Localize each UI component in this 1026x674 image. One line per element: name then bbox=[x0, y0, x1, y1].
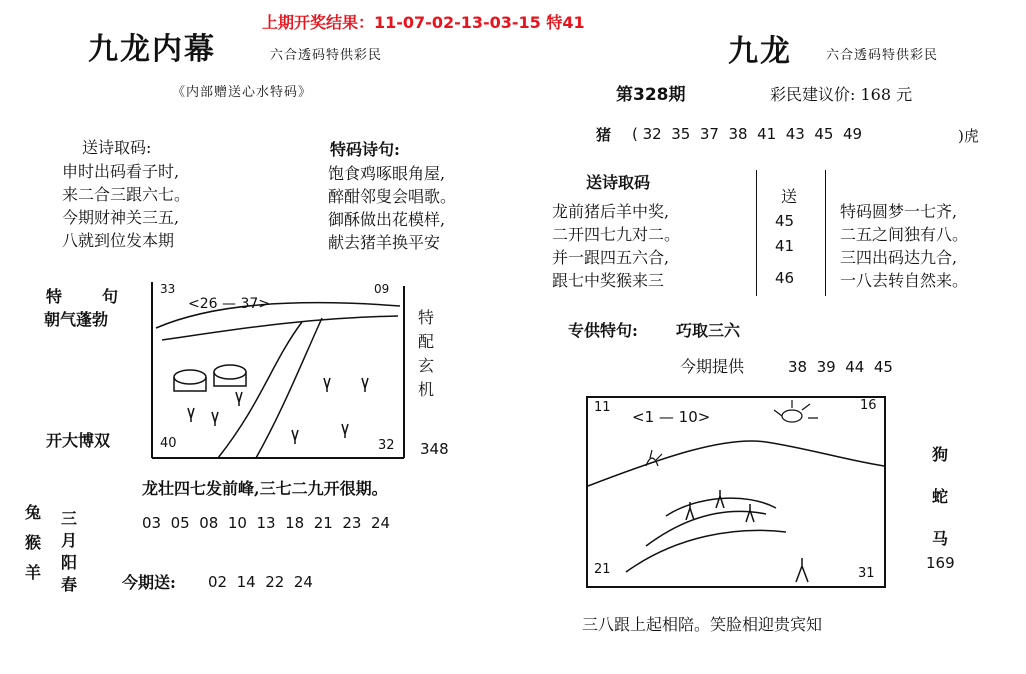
poem2-lines bbox=[328, 162, 456, 254]
poem2-line: 献去猪羊换平安 bbox=[328, 233, 441, 252]
month-column bbox=[58, 508, 80, 596]
poem2-line: 醉酣邻叟会唱歌。 bbox=[328, 187, 457, 206]
side-label-char: 机 bbox=[417, 380, 434, 399]
month-char: 三 bbox=[60, 509, 77, 528]
left-saying: 龙壮四七发前峰,三七二九开很期。 bbox=[142, 479, 388, 498]
right-poem-line: 并一跟四五六合, bbox=[552, 248, 670, 267]
side-label-column bbox=[414, 306, 438, 402]
left-title: 九龙内幕 bbox=[88, 32, 216, 67]
right-poem-line: 一八去转自然来。 bbox=[840, 271, 969, 290]
provide-numbers: 38 39 44 45 bbox=[788, 358, 893, 376]
right-pic-bottom-right: 31 bbox=[858, 566, 875, 581]
last-result-banner: 上期开奖结果：11-07-02-13-03-15 特41 bbox=[262, 13, 585, 32]
left-pic-bottom-left: 40 bbox=[160, 436, 177, 451]
poem1-lines bbox=[62, 160, 190, 252]
poem1-line: 来二合三跟六七。 bbox=[62, 185, 191, 204]
left-pic-range: <26 — 37> bbox=[188, 296, 270, 312]
poem1-line: 申时出码看子时, bbox=[62, 162, 180, 181]
animal-char: 狗 bbox=[931, 445, 948, 464]
right-pic-top-left: 11 bbox=[594, 400, 611, 415]
left-pic-top-right: 09 bbox=[374, 282, 390, 296]
special-phrase: 朝气蓬勃 bbox=[44, 310, 109, 329]
right-sketch-picture bbox=[586, 396, 886, 588]
send-box-label: 送 bbox=[781, 187, 798, 206]
poem1-heading: 送诗取码: bbox=[82, 138, 152, 157]
left-side-number: 348 bbox=[420, 440, 449, 458]
side-label-char: 特 bbox=[417, 308, 434, 327]
special-phrase-2: 开大博双 bbox=[46, 431, 111, 450]
left-numbers-line: 03 05 08 10 13 18 21 23 24 bbox=[142, 514, 391, 532]
send-box bbox=[756, 170, 826, 296]
right-poem-line: 三四出码达九合, bbox=[840, 248, 958, 267]
animal-char: 兔 bbox=[24, 503, 41, 522]
tiger-label: )虎 bbox=[958, 127, 979, 145]
right-poem-left bbox=[552, 200, 680, 292]
right-poem-right bbox=[840, 200, 968, 292]
animal-char: 猴 bbox=[24, 533, 41, 552]
side-label-char: 玄 bbox=[417, 356, 434, 375]
left-pic-bottom-right: 32 bbox=[378, 438, 395, 453]
left-subtitle: 六合透码特供彩民 bbox=[270, 48, 383, 63]
right-title: 九龙 bbox=[728, 34, 792, 69]
send-box-number: 45 bbox=[775, 212, 795, 230]
poem2-line: 饱食鸡啄眼角屋, bbox=[328, 164, 446, 183]
send-label: 今期送: bbox=[122, 573, 176, 592]
pig-numbers: ( 32 35 37 38 41 43 45 49 bbox=[632, 125, 863, 143]
poem1-line: 八就到位发本期 bbox=[62, 231, 175, 250]
right-poem-line: 跟七中奖猴来三 bbox=[552, 271, 665, 290]
special-label-char: 特 bbox=[46, 287, 63, 306]
right-poem-line: 龙前猪后羊中奖, bbox=[552, 202, 670, 221]
special-label-char: 句 bbox=[102, 287, 119, 306]
special-label: 专供特句: bbox=[568, 321, 638, 340]
pig-label: 猪 bbox=[596, 126, 612, 144]
right-saying: 三八跟上起相陪。笑脸相迎贵宾知 bbox=[582, 615, 823, 634]
poem2-line: 御酥做出花模样, bbox=[328, 210, 446, 229]
right-poem-line: 二五之间独有八。 bbox=[840, 225, 969, 244]
right-subtitle: 六合透码特供彩民 bbox=[826, 48, 939, 63]
animal-char: 羊 bbox=[24, 563, 41, 582]
month-char: 春 bbox=[60, 575, 77, 594]
poem2-heading: 特码诗句: bbox=[330, 140, 400, 159]
send-numbers: 02 14 22 24 bbox=[208, 573, 313, 591]
poem1-line: 今期财神关三五, bbox=[62, 208, 180, 227]
price-label: 彩民建议价: 168 元 bbox=[770, 85, 913, 104]
send-box-number: 46 bbox=[775, 269, 795, 287]
animal-char: 马 bbox=[931, 529, 948, 548]
right-animals bbox=[928, 434, 952, 560]
right-side-number: 169 bbox=[926, 554, 955, 572]
month-char: 阳 bbox=[60, 553, 77, 572]
month-char: 月 bbox=[60, 531, 77, 550]
left-animals bbox=[22, 498, 44, 588]
send-box-number: 41 bbox=[775, 237, 795, 255]
gift-line: 《内部赠送心水特码》 bbox=[172, 85, 313, 100]
provide-label: 今期提供 bbox=[680, 357, 745, 376]
issue-number: 第328期 bbox=[616, 85, 686, 105]
left-pic-top-left: 33 bbox=[160, 282, 176, 296]
right-pic-bottom-left: 21 bbox=[594, 562, 611, 577]
side-label-char: 配 bbox=[417, 332, 434, 351]
animal-char: 蛇 bbox=[931, 487, 948, 506]
right-poem-line: 特码圆梦一七齐, bbox=[840, 202, 958, 221]
right-poem-line: 二开四七九对二。 bbox=[552, 225, 681, 244]
right-pic-range: <1 — 10> bbox=[632, 408, 711, 426]
right-pic-top-right: 16 bbox=[860, 398, 877, 413]
special-text: 巧取三六 bbox=[676, 321, 741, 340]
right-poem-heading: 送诗取码 bbox=[586, 173, 651, 192]
